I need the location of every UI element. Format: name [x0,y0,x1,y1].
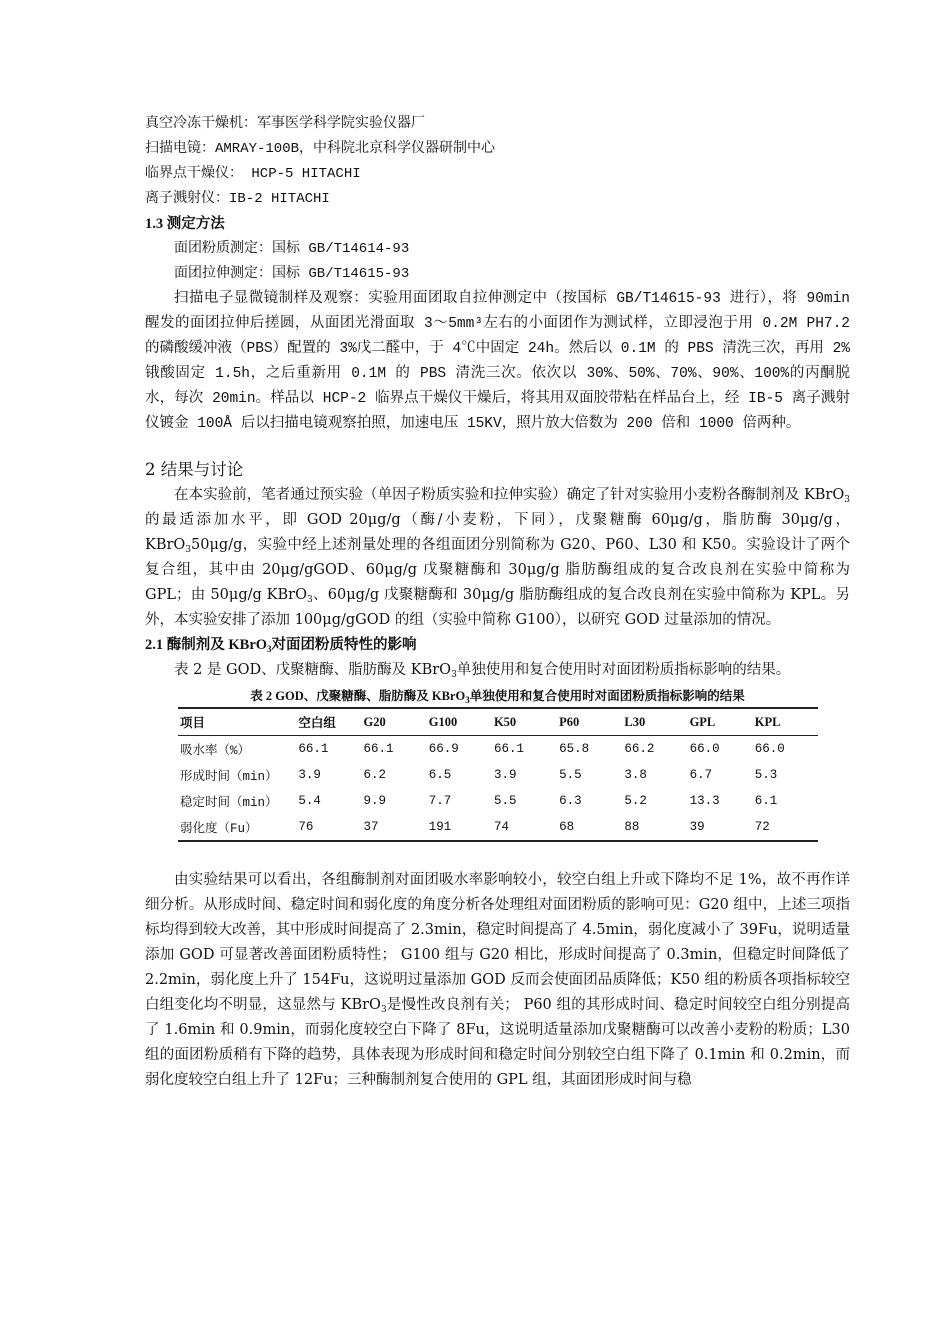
table-cell: 66.0 [689,742,720,756]
table-cell: 稳定时间（min） [180,796,278,810]
table-cell: 65.8 [559,742,590,756]
table-cell: 66.1 [493,742,524,756]
table-header-cell: 空白组 [298,716,336,730]
table-cell: 66.2 [624,742,655,756]
table-cell: 66.1 [298,742,329,756]
table-header-cell: G20 [363,714,386,729]
farinograph-method: 面团粉质测定：国标 GB/T14614-93 [174,241,410,257]
table-caption: 表 2 GOD、戊聚糖酶、脂肪酶及 KBrO$_3$单独使用和复合使用时对面团粉质指标影响的结果 [250,689,745,705]
table-row [178,788,818,814]
table-cell: 形成时间（min） [180,770,278,784]
table-cell: 37 [363,820,379,834]
table-header-cell: P60 [559,714,580,729]
table-header-cell: GPL [689,714,716,729]
table-header-cell: K50 [493,714,517,729]
table-cell: 弱化度（Fu） [180,822,258,836]
table-row [178,814,818,841]
table-cell: 6.2 [363,768,387,782]
table-header-cell: L30 [624,714,646,729]
section-heading-2-1: 2.1 酶制剂及 KBrO$_3$对面团粉质特性的影响 [145,637,417,654]
table-cell: 3.8 [624,768,647,782]
table-cell: 5.4 [298,794,321,808]
sem-method-paragraph: 扫描电子显微镜制样及观察：实验用面团取自拉伸测定中（按国标 GB/T14615-93 进行），将 90min 醒发的面团拉伸后搓圆，从面团光滑面取 3～5mm³左右的小面团作为测试样，立即浸泡于用 0.2M PH7.2 的磷酸缓冲液（PBS）配置的 3%戊二醛中，于 4℃中固定 24h。然后以 0.1M 的 PBS 清洗三次，再用 2%锇酸固定 1.5h，之后重新用 0.1M 的 PBS 清洗三次。依次以 30%、50%、70%、90%、100%的丙酮脱水，每次 20min。样品以 HCP-2 临界点干燥仪干燥后，将其用双面胶带粘在样品台上，经 IB-5 离子溅射仪镀金 100Å 后以扫描电镜观察拍照，加速电压 15KV，照片放大倍数为 200 倍和 1000 倍两种。 [145,291,850,432]
table-cell: 68 [559,820,575,834]
extensograph-method: 面团拉伸测定：国标 GB/T14615-93 [174,266,410,282]
table-cell: 6.5 [428,768,452,782]
discussion-paragraph: 由实验结果可以看出，各组酶制剂对面团吸水率影响较小，较空白组上升或下降均不足 1%，故不再作详细分析。从形成时间、稳定时间和弱化度的角度分析各处理组对面团粉质的影响可见：G20 组中，上述三项指标均得到较大改善，其中形成时间提高了 2.3min，稳定时间提高了 4.5min，弱化度减小了 39Fu，说明适量添加 GOD 可显著改善面团粉质特性； G100 组与 G20 相比，形成时间提高了 0.3min，但稳定时间降低了 2.2min，弱化度上升了 154Fu，这说明过量添加 GOD 反而会使面团品质降低；K50 组的粉质各项指标较空白组变化均不明显，这显然与 KBrO$_3$是慢性改良剂有关； P60 组的其形成时间、稳定时间较空白组分别提高了 1.6min 和 0.9min，而弱化度较空白下降了 8Fu，这说明适量添加戊聚糖酶可以改善小麦粉的粉质；L30 组的面团粉质稍有下降的趋势，具体表现为形成时间和稳定时间分别较空白组下降了 0.1min 和 0.2min，而弱化度较空白组上升了 12Fu；三种酶制剂复合使用的 GPL 组，其面团形成时间与稳 [145,872,850,1088]
table-cell: 72 [754,820,770,834]
table-header-cell: 项目 [180,716,206,730]
section-heading-2: 2 结果与讨论 [145,460,244,479]
table-cell: 9.9 [363,794,387,808]
equipment-sem: 扫描电镜：AMRAY-100B，中科院北京科学仪器研制中心 [145,141,496,157]
table-cell: 191 [428,820,452,834]
table-cell: 6.7 [689,768,713,782]
table-cell: 66.9 [428,742,459,756]
farinograph-table [178,707,818,842]
table-cell: 3.9 [298,768,321,782]
table-cell: 13.3 [689,794,720,808]
table-cell: 7.7 [428,794,452,808]
table-cell: 74 [493,820,509,834]
section-heading-1-3: 1.3 测定方法 [145,216,225,232]
table-row [178,762,818,788]
equipment-freeze-dryer: 真空冷冻干燥机：军事医学科学院实验仪器厂 [145,116,425,132]
table-header-cell: KPL [754,714,781,729]
table-cell: 吸水率（%） [180,744,251,758]
table-cell: 5.3 [754,768,778,782]
table-cell: 66.0 [754,742,785,756]
table-intro: 表 2 是 GOD、戊聚糖酶、脂肪酶及 KBrO$_3$单独使用和复合使用时对面团粉质指标影响的结果。 [174,662,791,680]
equipment-sputter: 离子溅射仪：IB-2 HITACHI [145,191,330,207]
table-cell: 66.1 [363,742,394,756]
table-cell: 5.5 [493,794,517,808]
table-header-row [178,708,818,736]
table-cell: 39 [689,820,705,834]
equipment-critical-point: 临界点干燥仪： HCP-5 HITACHI [145,166,361,182]
table-cell: 6.3 [559,794,582,808]
section-2-paragraph: 在本实验前，笔者通过预实验（单因子粉质实验和拉伸实验）确定了针对实验用小麦粉各酶制剂及 KBrO$_3$的最适添加水平，即 GOD 20μg/g（酶/小麦粉，下同），戊聚糖酶 60μg/g，脂肪酶 30μg/g，KBrO$_3$50μg/g，实验中经上述剂量处理的各组面团分别简称为 G20、P60、L30 和 K50。实验设计了两个复合组，其中由 20μg/gGOD、60μg/g 戊聚糖酶和 30μg/g 脂肪酶组成的复合改良剂在实验中简称为 GPL；由 50μg/g KBrO$_3$、60μg/g 戊聚糖酶和 30μg/g 脂肪酶组成的复合改良剂在实验中简称为 KPL。另外，本实验安排了添加 100μg/gGOD 的组（实验中简称 G100），以研究 GOD 过量添加的情况。 [145,487,850,628]
table-cell: 76 [298,820,314,834]
table-cell: 88 [624,820,640,834]
table-cell: 3.9 [493,768,517,782]
table-cell: 5.5 [559,768,582,782]
table-header-cell: G100 [428,714,458,729]
table-row [178,736,818,763]
table-cell: 6.1 [754,794,778,808]
table-cell: 5.2 [624,794,647,808]
document-page [145,112,850,1093]
